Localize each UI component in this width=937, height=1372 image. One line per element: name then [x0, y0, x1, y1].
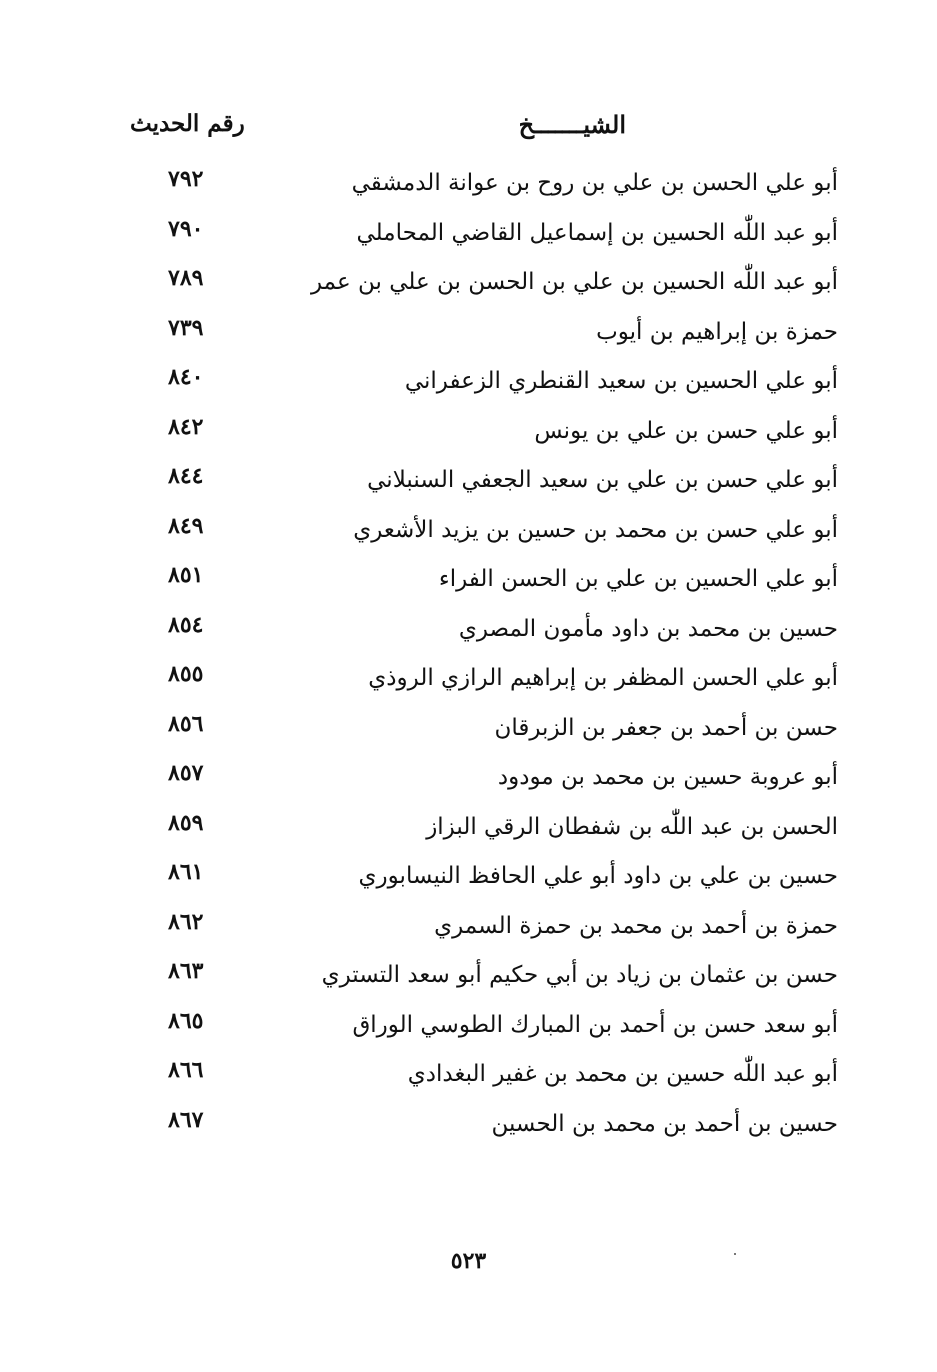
sheikh-name: الحسن بن عبد اللّٰه بن شفطان الرقي البزاز — [426, 813, 838, 840]
hadith-number: ٨٥٥ — [168, 661, 204, 687]
hadith-number: ٨٥١ — [168, 562, 204, 588]
sheikh-name: أبو عروبة حسين بن محمد بن مودود — [497, 764, 838, 790]
list-item — [130, 356, 838, 406]
page-number: ٥٢٣ — [450, 1248, 487, 1274]
hadith-number: ٨٥٦ — [168, 710, 204, 737]
sheikh-name: أبو علي حسن بن علي بن يونس — [534, 417, 838, 444]
list-item — [130, 653, 838, 703]
list-item — [130, 752, 838, 802]
hadith-number: ٨٤٩ — [168, 512, 204, 539]
sheikh-name: حمزة بن إبراهيم بن أيوب — [596, 318, 838, 345]
sheikh-name: أبو علي حسن بن علي بن سعيد الجعفي السنبلاني — [367, 467, 838, 493]
sheikh-column-header: الشيـــــــخ — [518, 110, 626, 139]
sheikh-name: أبو علي الحسن بن علي بن روح بن عوانة الدمشقي — [351, 170, 838, 196]
sheikh-name: أبو علي حسن بن محمد بن حسين بن يزيد الأشعري — [353, 516, 838, 543]
hadith-number: ٧٩٠ — [168, 215, 204, 242]
hadith-number: ٨٦٥ — [168, 1007, 204, 1034]
sheikh-name: حسن بن أحمد بن جعفر بن الزبرقان — [494, 714, 838, 741]
scan-speck — [734, 1253, 736, 1255]
hadith-number: ٨٥٧ — [168, 760, 204, 786]
sheikh-name: حسين بن محمد بن داود مأمون المصري — [458, 615, 838, 642]
hadith-number: ٧٨٩ — [168, 265, 204, 291]
sheikh-name: أبو علي الحسين بن سعيد القنطري الزعفراني — [404, 368, 838, 394]
hadith-number: ٨٦٢ — [168, 908, 204, 935]
sheikh-name: أبو سعد حسن بن أحمد بن المبارك الطوسي الوراق — [352, 1011, 838, 1038]
sheikh-name: حسين بن علي بن داود أبو علي الحافظ النيسابوري — [358, 863, 838, 889]
list-item — [130, 901, 838, 951]
hadith-number: ٨٦١ — [168, 859, 204, 885]
list-item — [130, 307, 838, 357]
list-item — [130, 1049, 838, 1099]
hadith-number: ٨٤٠ — [168, 364, 204, 390]
hadith-number: ٨٦٧ — [168, 1106, 204, 1133]
hadith-number: ٨٤٢ — [168, 413, 204, 440]
list-item — [130, 257, 838, 307]
sheikh-name: أبو عبد اللّٰه الحسين بن علي بن الحسن بن علي بن عمر — [310, 269, 838, 295]
table-header — [130, 110, 838, 150]
list-item — [130, 158, 838, 208]
sheikh-name: أبو عبد اللّٰه الحسين بن إسماعيل القاضي المحاملي — [356, 219, 838, 246]
list-item — [130, 950, 838, 1000]
sheikh-name: أبو علي الحسين بن علي بن الحسن الفراء — [438, 566, 838, 592]
list-item — [130, 1099, 838, 1149]
hadith-number: ٨٦٣ — [168, 958, 204, 984]
hadith-number: ٨٦٦ — [168, 1057, 204, 1083]
list-item — [130, 604, 838, 654]
list-item — [130, 208, 838, 258]
hadith-number: ٨٥٤ — [168, 611, 204, 638]
hadith-number: ٧٩٢ — [168, 166, 204, 192]
list-item — [130, 455, 838, 505]
hadith-number-column-header: رقم الحديث — [130, 110, 245, 137]
sheikh-name: حسين بن أحمد بن محمد بن الحسين — [491, 1110, 838, 1137]
list-item — [130, 505, 838, 555]
hadith-number: ٧٣٩ — [168, 314, 204, 341]
list-item — [130, 554, 838, 604]
sheikh-list — [130, 158, 838, 1148]
list-item — [130, 851, 838, 901]
sheikh-name: أبو عبد اللّٰه حسين بن محمد بن غفير البغدادي — [407, 1061, 838, 1087]
list-item — [130, 802, 838, 852]
sheikh-name: حسن بن عثمان بن زياد بن أبي حكيم أبو سعد التستري — [321, 962, 838, 988]
list-item — [130, 406, 838, 456]
sheikh-name: حمزة بن أحمد بن محمد بن حمزة السمري — [434, 912, 838, 939]
sheikh-name: أبو علي الحسن المظفر بن إبراهيم الرازي الروذي — [368, 665, 838, 691]
hadith-number: ٨٤٤ — [168, 463, 204, 489]
hadith-number: ٨٥٩ — [168, 809, 204, 836]
list-item — [130, 703, 838, 753]
list-item — [130, 1000, 838, 1050]
